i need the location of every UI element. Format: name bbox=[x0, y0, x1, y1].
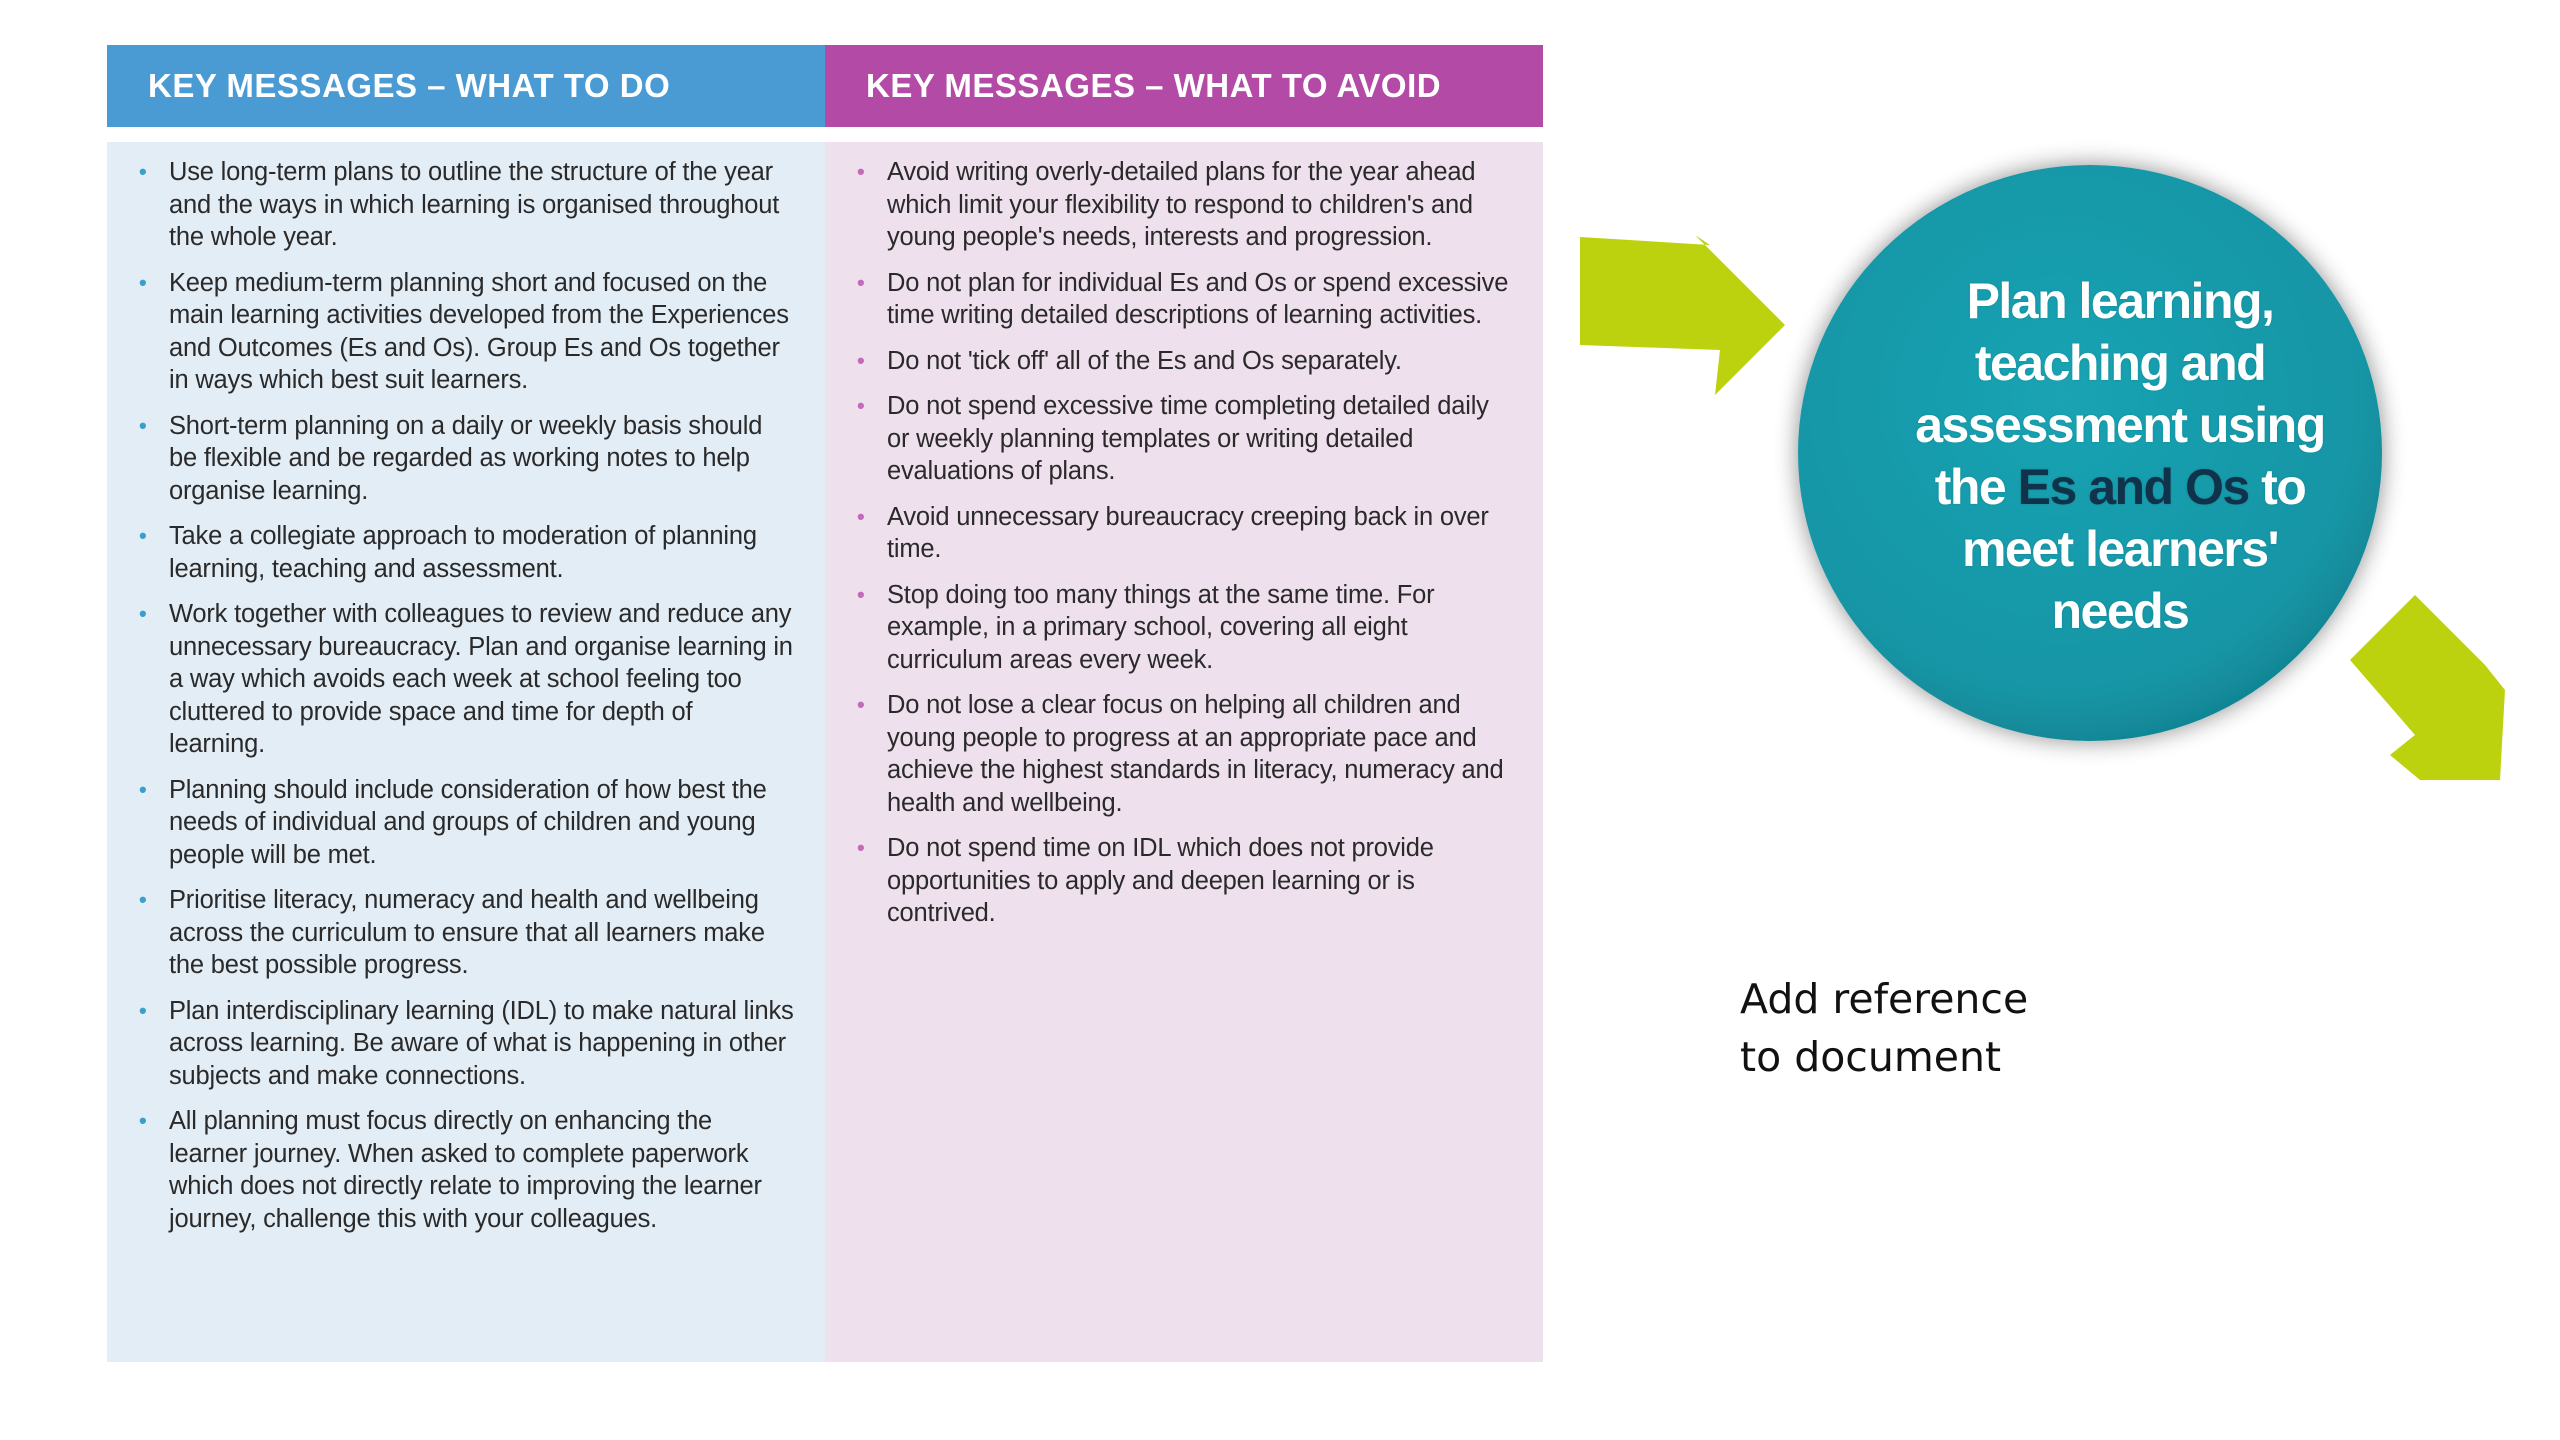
bullet-icon: • bbox=[857, 159, 865, 184]
bullet-icon: • bbox=[139, 887, 147, 912]
list-item bbox=[139, 774, 795, 872]
plan-learning-graphic bbox=[1580, 140, 2520, 780]
list-item-text: Avoid unnecessary bureaucracy creeping back in over time. bbox=[887, 502, 1489, 563]
list-item-text: Do not plan for individual Es and Os or spend excessive time writing detailed descriptions of learning activities. bbox=[887, 268, 1509, 329]
list-item-text: Stop doing too many things at the same time. For example, in a primary school, covering all eight curriculum areas every week. bbox=[887, 580, 1435, 674]
bullet-icon: • bbox=[139, 412, 147, 438]
circle-line: assessment using bbox=[1915, 397, 2325, 453]
bullet-icon: • bbox=[857, 269, 865, 295]
what-to-do-panel bbox=[107, 45, 825, 1362]
bullet-icon: • bbox=[857, 581, 865, 607]
list-item-text: Use long-term plans to outline the structure of the year and the ways in which learning is organised throughout the whole year. bbox=[169, 158, 780, 251]
circle-line bbox=[1860, 456, 2380, 518]
bullet-icon: • bbox=[139, 997, 147, 1023]
list-item-text: Do not lose a clear focus on helping all children and young people to progress at an appropriate pace and achieve the highest standards in literacy, numeracy and health and wellbeing. bbox=[887, 691, 1504, 817]
circle-line-suffix: to bbox=[2248, 459, 2306, 515]
what-to-avoid-panel bbox=[825, 45, 1543, 1362]
list-item bbox=[139, 598, 795, 761]
list-item bbox=[857, 689, 1513, 819]
list-item bbox=[857, 267, 1513, 332]
note-line: Add reference bbox=[1740, 975, 2029, 1023]
list-item-text: Do not spend time on IDL which does not provide opportunities to apply and deepen learning or is contrived. bbox=[887, 834, 1434, 927]
bullet-icon: • bbox=[139, 1108, 147, 1133]
list-item-text: Planning should include consideration of how best the needs of individual and groups of children and young people will be met. bbox=[169, 775, 767, 869]
list-item-text: Work together with colleagues to review and reduce any unnecessary bureaucracy. Plan and organise learning in a way which avoids each week at school feeling too cluttered to provide space and time for depth of learning. bbox=[169, 600, 793, 758]
list-item bbox=[857, 156, 1513, 254]
list-item bbox=[139, 995, 795, 1093]
list-item bbox=[857, 579, 1513, 677]
circle-line: needs bbox=[2051, 583, 2189, 639]
list-item bbox=[857, 501, 1513, 566]
bullet-icon: • bbox=[139, 269, 147, 295]
bullet-icon: • bbox=[857, 503, 865, 529]
circle-line: meet learners' bbox=[1961, 521, 2279, 577]
list-item bbox=[139, 1105, 795, 1235]
list-item bbox=[139, 410, 795, 508]
list-item bbox=[857, 345, 1513, 378]
list-item-text: Do not spend excessive time completing detailed daily or weekly planning templates or writing detailed evaluations of plans. bbox=[887, 392, 1489, 485]
list-item-text: Plan interdisciplinary learning (IDL) to make natural links across learning. Be aware of what is happening in other subjects and make connections. bbox=[169, 996, 794, 1090]
list-item-text: Do not 'tick off' all of the Es and Os separately. bbox=[887, 346, 1402, 375]
bullet-icon: • bbox=[139, 159, 147, 184]
circle-line-prefix: the bbox=[1934, 459, 2018, 515]
circle-line: teaching and bbox=[1974, 335, 2266, 391]
list-item-text: Avoid writing overly-detailed plans for the year ahead which limit your flexibility to respond to children's and young people's needs, interests and progression. bbox=[887, 158, 1476, 251]
bullet-icon: • bbox=[857, 393, 865, 418]
header-gap bbox=[107, 127, 825, 142]
bullet-icon: • bbox=[139, 601, 147, 626]
list-item bbox=[139, 520, 795, 585]
what-to-avoid-list bbox=[825, 142, 1543, 930]
list-item-text: Short-term planning on a daily or weekly basis should be flexible and be regarded as working notes to help organise learning. bbox=[169, 411, 763, 505]
list-item-text: Take a collegiate approach to moderation of planning learning, teaching and assessment. bbox=[169, 522, 757, 583]
what-to-do-header: KEY MESSAGES – WHAT TO DO bbox=[107, 45, 825, 127]
bullet-icon: • bbox=[857, 347, 865, 373]
bullet-icon: • bbox=[139, 776, 147, 802]
list-item bbox=[139, 156, 795, 254]
list-item bbox=[857, 832, 1513, 930]
bullet-icon: • bbox=[139, 523, 147, 548]
left-arrow-icon bbox=[1580, 235, 1785, 395]
circle-label bbox=[1860, 270, 2380, 642]
what-to-do-list bbox=[107, 142, 825, 1235]
es-and-os-highlight: Es and Os bbox=[2017, 459, 2249, 515]
list-item bbox=[857, 390, 1513, 488]
list-item bbox=[139, 884, 795, 982]
header-gap bbox=[825, 127, 1543, 142]
list-item bbox=[139, 267, 795, 397]
bullet-icon: • bbox=[857, 835, 865, 860]
list-item-text: Keep medium-term planning short and focused on the main learning activities developed from the Experiences and Outcomes (Es and Os). Group Es and Os together in ways which best suit learners. bbox=[169, 268, 789, 394]
list-item-text: All planning must focus directly on enhancing the learner journey. When asked to complete paperwork which does not directly relate to improving the learner journey, challenge this with your colleagues. bbox=[169, 1107, 762, 1233]
reference-note bbox=[1740, 970, 2028, 1086]
note-line: to document bbox=[1740, 1033, 2002, 1081]
circle-line: Plan learning, bbox=[1966, 273, 2274, 329]
bullet-icon: • bbox=[857, 692, 865, 717]
list-item-text: Prioritise literacy, numeracy and health and wellbeing across the curriculum to ensure that all learners make the best possible progress. bbox=[169, 886, 765, 979]
what-to-avoid-header: KEY MESSAGES – WHAT TO AVOID bbox=[825, 45, 1543, 127]
